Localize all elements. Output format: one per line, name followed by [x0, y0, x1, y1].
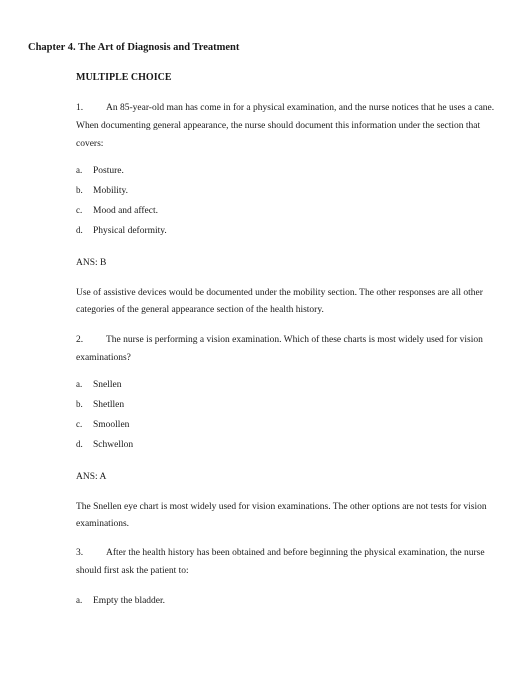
- chapter-title: Chapter 4. The Art of Diagnosis and Treatment: [28, 42, 240, 53]
- answer-key: ANS: A: [76, 472, 107, 482]
- rationale-text: Use of assistive devices would be documented under the mobility section. The other responses are all other categories of the general appearance section of the health history.: [76, 288, 483, 315]
- question-1: [76, 99, 506, 153]
- rationale-text: The Snellen eye chart is most widely used for vision examinations. The other options are not tests for vision examinations.: [76, 502, 487, 529]
- option-item: [76, 414, 133, 434]
- answer-key: ANS: B: [76, 258, 107, 268]
- question-2-options: [76, 374, 133, 454]
- option-item: [76, 590, 165, 610]
- option-text: Smoollen: [93, 420, 130, 430]
- option-text: Shetllen: [93, 400, 125, 410]
- option-item: [76, 200, 167, 220]
- option-letter: d.: [76, 225, 83, 235]
- option-letter: c.: [76, 205, 83, 215]
- option-letter: d.: [76, 439, 83, 449]
- option-letter: b.: [76, 399, 83, 409]
- option-text: Posture.: [93, 166, 124, 176]
- option-letter: a.: [76, 595, 83, 605]
- option-text: Physical deformity.: [93, 226, 167, 236]
- option-item: [76, 394, 133, 414]
- section-title: MULTIPLE CHOICE: [76, 72, 172, 83]
- option-item: [76, 180, 167, 200]
- option-letter: a.: [76, 165, 83, 175]
- option-text: Schwellon: [93, 440, 134, 450]
- question-1-options: [76, 160, 167, 240]
- question-3-options: [76, 590, 165, 610]
- option-item: [76, 374, 133, 394]
- option-text: Mobility.: [93, 186, 129, 196]
- option-letter: c.: [76, 419, 83, 429]
- question-number: 1.: [76, 103, 84, 113]
- option-letter: a.: [76, 379, 83, 389]
- option-text: Mood and affect.: [93, 206, 158, 216]
- question-number: 2.: [76, 335, 84, 345]
- option-text: Snellen: [93, 380, 122, 390]
- option-item: [76, 220, 167, 240]
- question-text: After the health history has been obtained and before beginning the physical examination, the nurse should first ask the patient to:: [76, 548, 485, 576]
- option-letter: b.: [76, 185, 83, 195]
- option-item: [76, 434, 133, 454]
- option-text: Empty the bladder.: [93, 596, 166, 606]
- question-number: 3.: [76, 548, 84, 558]
- question-text: The nurse is performing a vision examination. Which of these charts is most widely used for vision examinations?: [76, 335, 483, 363]
- question-3: [76, 544, 506, 580]
- question-2: [76, 331, 506, 367]
- question-text: An 85-year-old man has come in for a physical examination, and the nurse notices that he uses a cane. When documenting general appearance, the nurse should document this information under the section that covers:: [76, 103, 495, 149]
- option-item: [76, 160, 167, 180]
